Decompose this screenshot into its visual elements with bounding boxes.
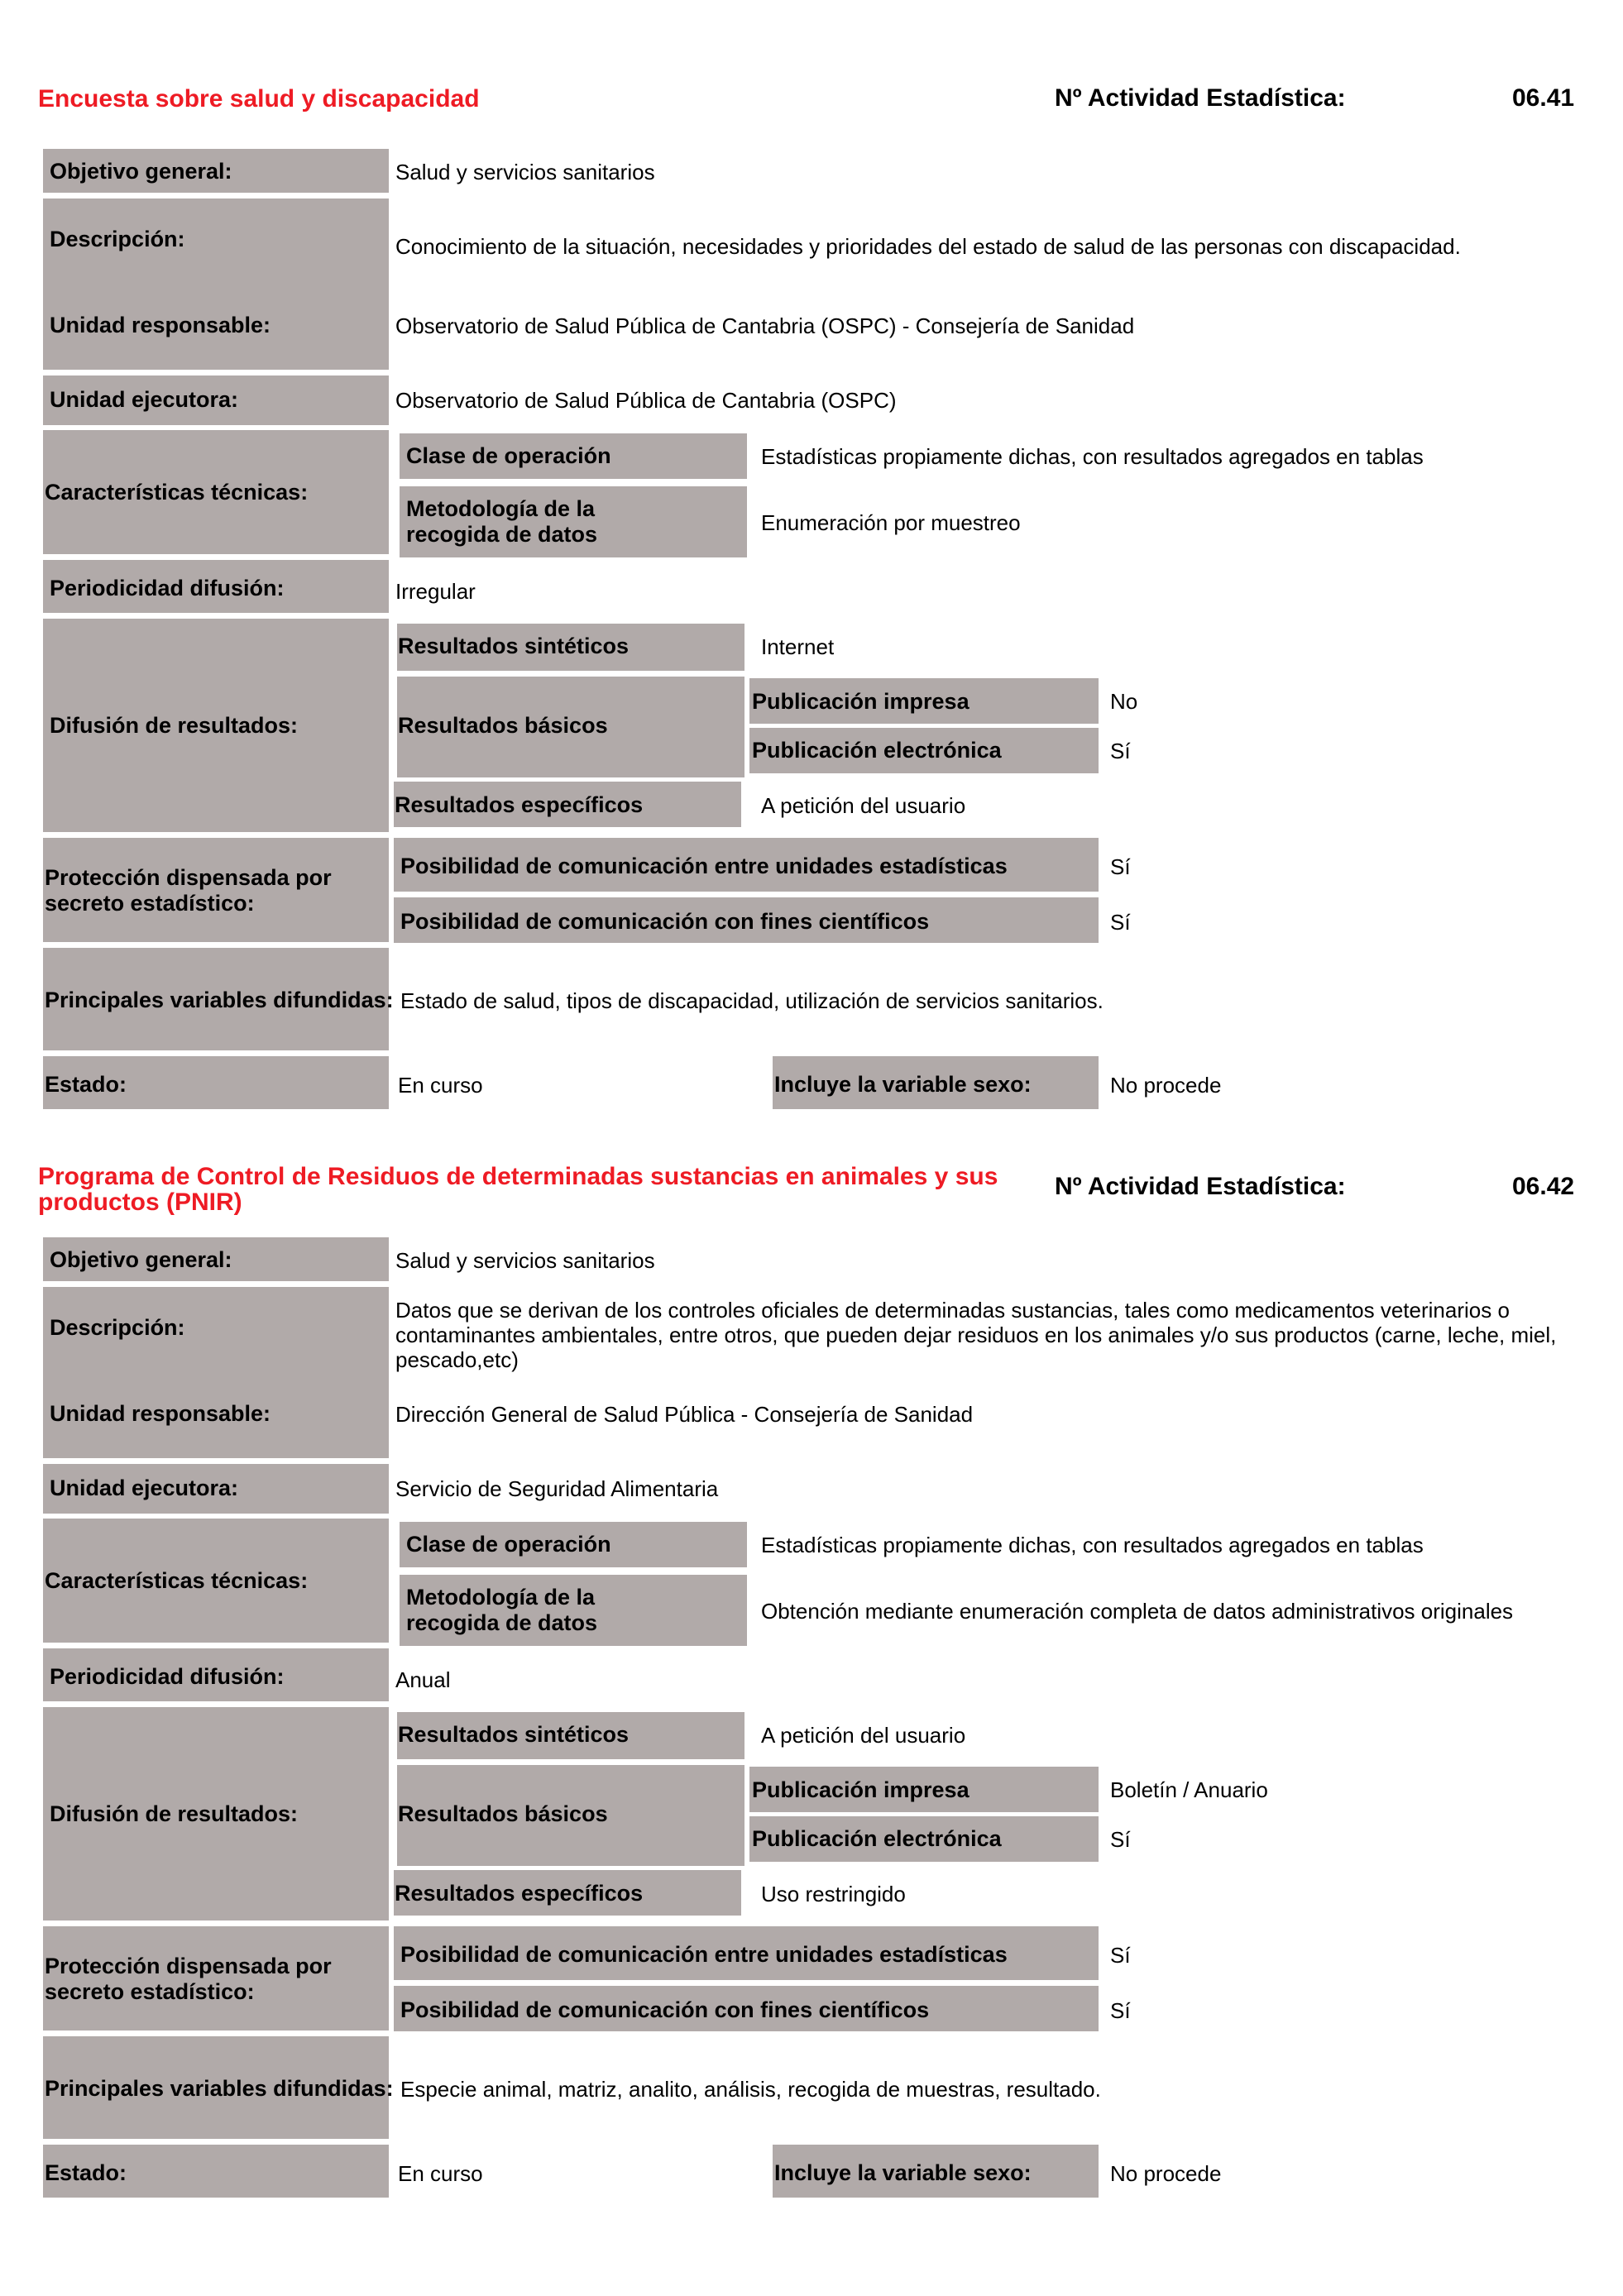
activity-number-label: Nº Actividad Estadística: bbox=[1055, 1173, 1346, 1200]
ejecutora-label: Unidad ejecutora: bbox=[50, 387, 239, 412]
caracteristicas-label: Características técnicas: bbox=[45, 480, 309, 505]
metodologia-label: Metodología de la recogida de datos bbox=[406, 1585, 598, 1635]
activity-number: 06.42 bbox=[1512, 1173, 1575, 1200]
objetivo-value: Salud y servicios sanitarios bbox=[395, 1248, 655, 1273]
variables-label: Principales variables difundidas: bbox=[45, 988, 394, 1012]
sexo-label: Incluye la variable sexo: bbox=[774, 1072, 1032, 1097]
objetivo-label: Objetivo general: bbox=[50, 1247, 232, 1272]
estado-label: Estado: bbox=[45, 1072, 127, 1097]
basicos-label: Resultados básicos bbox=[398, 713, 608, 738]
activity-title: Programa de Control de Residuos de determinadas sustancias en animales y sus productos (PNIR) bbox=[38, 1163, 998, 1216]
ejecutora-label: Unidad ejecutora: bbox=[50, 1476, 239, 1500]
descripcion-label: Descripción: bbox=[50, 1315, 185, 1340]
metodologia-label: Metodología de la recogida de datos bbox=[406, 496, 598, 547]
variables-label: Principales variables difundidas: bbox=[45, 2076, 394, 2101]
descripcion-responsable-label-box bbox=[43, 199, 389, 370]
activity-number: 06.41 bbox=[1512, 84, 1575, 112]
responsable-value: Observatorio de Salud Pública de Cantabria (OSPC) - Consejería de Sanidad bbox=[395, 313, 1135, 338]
periodicidad-value: Anual bbox=[395, 1667, 451, 1692]
variables-value: Estado de salud, tipos de discapacidad, utilización de servicios sanitarios. bbox=[400, 988, 1104, 1013]
periodicidad-label: Periodicidad difusión: bbox=[50, 576, 285, 600]
sinteticos-value: Internet bbox=[761, 634, 835, 659]
com-cientificos-label: Posibilidad de comunicación con fines científicos bbox=[400, 1997, 930, 2022]
especificos-label: Resultados específicos bbox=[395, 792, 644, 817]
clase-value: Estadísticas propiamente dichas, con resultados agregados en tablas bbox=[761, 444, 1424, 469]
ejecutora-value: Observatorio de Salud Pública de Cantabria (OSPC) bbox=[395, 388, 897, 413]
basicos-label: Resultados básicos bbox=[398, 1801, 608, 1826]
descripcion-value: Conocimiento de la situación, necesidades y prioridades del estado de salud de las personas con discapacidad. bbox=[395, 234, 1461, 259]
clase-value: Estadísticas propiamente dichas, con resultados agregados en tablas bbox=[761, 1533, 1424, 1557]
objetivo-label: Objetivo general: bbox=[50, 159, 232, 184]
proteccion-label: Protección dispensada por secreto estadístico: bbox=[45, 1954, 332, 2004]
sexo-value: No procede bbox=[1110, 1073, 1222, 1098]
ejecutora-value: Servicio de Seguridad Alimentaria bbox=[395, 1476, 719, 1501]
estado-value: En curso bbox=[398, 2161, 483, 2186]
caracteristicas-label: Características técnicas: bbox=[45, 1568, 309, 1593]
sinteticos-value: A petición del usuario bbox=[761, 1723, 966, 1748]
sinteticos-label: Resultados sintéticos bbox=[398, 634, 630, 658]
estado-label: Estado: bbox=[45, 2160, 127, 2185]
descripcion-label: Descripción: bbox=[50, 227, 185, 251]
com-unidades-label: Posibilidad de comunicación entre unidades estadísticas bbox=[400, 1942, 1008, 1967]
electronica-value: Sí bbox=[1110, 1827, 1131, 1852]
sexo-label: Incluye la variable sexo: bbox=[774, 2160, 1032, 2185]
com-cientificos-label: Posibilidad de comunicación con fines científicos bbox=[400, 909, 930, 934]
metodologia-value: Obtención mediante enumeración completa de datos administrativos originales bbox=[761, 1599, 1514, 1624]
statistical-activity-record bbox=[0, 1088, 1623, 2186]
periodicidad-label: Periodicidad difusión: bbox=[50, 1664, 285, 1689]
variables-value: Especie animal, matriz, analito, análisis, recogida de muestras, resultado. bbox=[400, 2077, 1101, 2102]
com-cientificos-value: Sí bbox=[1110, 1998, 1131, 2023]
statistical-activity-record bbox=[0, 0, 1623, 1098]
clase-label: Clase de operación bbox=[406, 443, 611, 468]
impresa-label: Publicación impresa bbox=[752, 1777, 969, 1802]
electronica-label: Publicación electrónica bbox=[752, 738, 1002, 763]
clase-label: Clase de operación bbox=[406, 1532, 611, 1557]
difusion-label: Difusión de resultados: bbox=[50, 713, 299, 738]
electronica-value: Sí bbox=[1110, 739, 1131, 763]
electronica-label: Publicación electrónica bbox=[752, 1826, 1002, 1851]
objetivo-value: Salud y servicios sanitarios bbox=[395, 160, 655, 184]
com-unidades-value: Sí bbox=[1110, 1943, 1131, 1968]
com-unidades-label: Posibilidad de comunicación entre unidades estadísticas bbox=[400, 854, 1008, 878]
com-cientificos-value: Sí bbox=[1110, 910, 1131, 935]
activity-number-label: Nº Actividad Estadística: bbox=[1055, 84, 1346, 112]
especificos-label: Resultados específicos bbox=[395, 1881, 644, 1906]
especificos-value: A petición del usuario bbox=[761, 793, 966, 818]
responsable-value: Dirección General de Salud Pública - Consejería de Sanidad bbox=[395, 1402, 974, 1427]
proteccion-label: Protección dispensada por secreto estadístico: bbox=[45, 865, 332, 916]
responsable-label: Unidad responsable: bbox=[50, 313, 271, 337]
impresa-value: Boletín / Anuario bbox=[1110, 1777, 1268, 1802]
activity-title: Encuesta sobre salud y discapacidad bbox=[38, 85, 480, 112]
metodologia-value: Enumeración por muestreo bbox=[761, 510, 1021, 535]
sinteticos-label: Resultados sintéticos bbox=[398, 1722, 630, 1747]
impresa-value: No bbox=[1110, 689, 1138, 714]
difusion-label: Difusión de resultados: bbox=[50, 1801, 299, 1826]
periodicidad-value: Irregular bbox=[395, 579, 476, 604]
com-unidades-value: Sí bbox=[1110, 854, 1131, 879]
especificos-value: Uso restringido bbox=[761, 1882, 906, 1906]
descripcion-responsable-label-box bbox=[43, 1287, 389, 1458]
sexo-value: No procede bbox=[1110, 2161, 1222, 2186]
responsable-label: Unidad responsable: bbox=[50, 1401, 271, 1426]
impresa-label: Publicación impresa bbox=[752, 689, 969, 714]
descripcion-value: Datos que se derivan de los controles oficiales de determinadas sustancias, tales como medicamentos veterinarios o contaminantes ambientales, entre otros, que pueden dejar residuos en los animales y/o sus productos (carne, leche, miel, pescado,etc) bbox=[395, 1298, 1557, 1372]
estado-value: En curso bbox=[398, 1073, 483, 1098]
